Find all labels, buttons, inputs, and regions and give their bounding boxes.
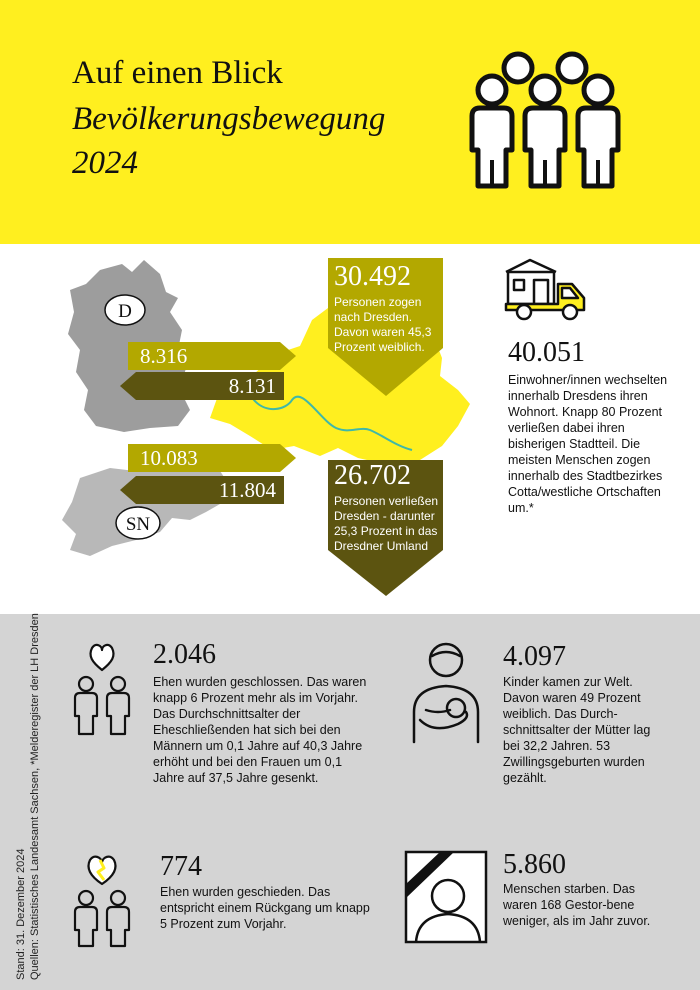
source-note [14,613,42,980]
moved-out-number: 26.702 [334,460,411,491]
divorces-number: 774 [160,851,202,882]
marriages-number: 2.046 [153,639,216,670]
germany-label: D [118,301,132,322]
births-number: 4.097 [503,641,566,672]
divorces-text: Ehen wurden geschieden. Das entspricht einem Rückgang um knapp 5 Prozent zum Vorjahr. [160,885,370,931]
moving-truck-icon [504,258,588,322]
internal-moves-text: Einwohner/innen wechselten innerhalb Dresdens ihren Wohnort. Knapp 80 Prozent verließen dabei ihren bisherigen Stadtteil. Die meisten Menschen zogen innerhalb des Stadtbezirkes Cotta/westliche Ortschaften um.* [508,373,668,515]
deaths-text: Menschen starben. Das waren 168 Gestor-bene weniger, als im Jahr zuvor. [503,882,651,928]
germany-out-value: 8.131 [228,374,276,398]
mourning-portrait-icon [404,850,488,946]
deaths-number: 5.860 [503,849,566,880]
moved-in-number: 30.492 [334,261,411,292]
group-of-people-icon [466,50,626,190]
germany-in-value: 8.316 [140,344,188,368]
moved-out-block [334,461,446,554]
births-text: Kinder kamen zur Welt. Davon waren 49 Prozent weiblich. Das Durch-schnittsalter der Mütter lag bei 32,2 Jahren. 53 Zwillingsgeburten wurden gezählt. [503,675,651,785]
moved-out-text: Personen verließen Dresden - darunter 25,3 Prozent in das Dresdner Umland [334,494,439,553]
couple-broken-heart-icon [70,852,134,948]
stand-date: Stand: 31. Dezember 2024 [15,848,27,980]
couple-heart-icon [70,640,134,736]
mother-baby-icon [404,638,488,744]
moved-in-text: Personen zogen nach Dresden. Davon waren 45,3 Prozent weiblich. [334,295,432,354]
moved-in-block [334,262,446,355]
sources: Quellen: Statistisches Landesamt Sachsen, *Melderegister der LH Dresden [29,613,41,980]
page-year: 2024 [72,145,138,181]
saxony-in-value: 10.083 [140,446,198,470]
marriages-text: Ehen wurden geschlossen. Das waren knapp 6 Prozent mehr als im Vorjahr. Das Durchschnittsalter der Eheschließenden hat sich bei den Männern um 0,1 Jahre auf 40,3 Jahre erhöht und bei den Frauen um 0,1 Jahre auf 37,5 Jahre gesenkt. [153,675,367,785]
page-subtitle: Bevölkerungsbewegung [72,101,386,137]
page-title: Auf einen Blick [72,55,283,91]
internal-moves-number: 40.051 [508,337,585,368]
saxony-label: SN [125,514,151,535]
saxony-out-value: 11.804 [219,478,276,502]
